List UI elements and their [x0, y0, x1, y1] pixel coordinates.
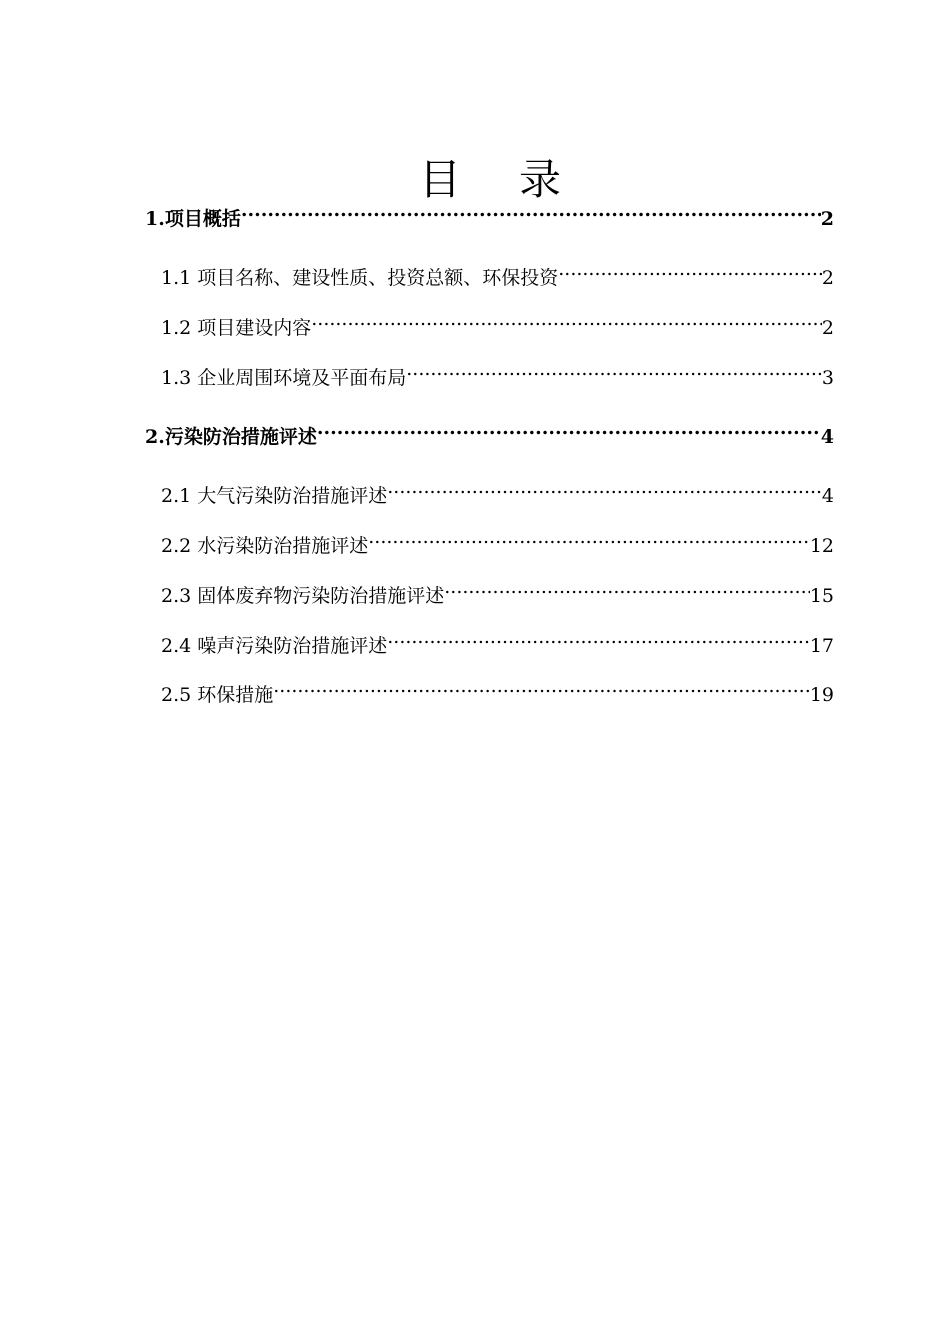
toc-entry-number: 2.5: [161, 684, 192, 706]
toc-dot-leader: [387, 472, 822, 502]
toc-entry-label: 水污染防治措施评述: [197, 535, 369, 557]
toc-entry-page: 2: [821, 267, 834, 289]
toc-entry-2-3[interactable]: [161, 572, 834, 607]
toc-entry-label: 项目概括: [164, 208, 241, 230]
toc-entry-1[interactable]: [145, 195, 834, 230]
toc-entry-number: 2.: [145, 426, 165, 448]
toc-entry-number: 1.1: [161, 267, 192, 289]
toc-title-char-1: 目: [418, 155, 461, 205]
toc-entry-1-2[interactable]: [161, 304, 834, 339]
toc-entry-label: 项目名称、建设性质、投资总额、环保投资: [197, 267, 559, 289]
toc-dot-leader: [273, 671, 810, 701]
toc-entry-label: 企业周围环境及平面布局: [197, 367, 407, 389]
toc-dot-leader: [387, 622, 810, 652]
toc-entry-number: 1.: [145, 208, 165, 230]
toc-dot-leader: [368, 522, 810, 552]
toc-entry-2[interactable]: [145, 413, 834, 448]
toc-entry-label: 污染防治措施评述: [164, 426, 317, 448]
toc-entry-label: 大气污染防治措施评述: [197, 485, 388, 507]
toc-entry-2-2[interactable]: [161, 522, 834, 557]
toc-entry-label: 噪声污染防治措施评述: [197, 635, 388, 657]
toc-dot-leader: [241, 195, 821, 225]
toc-dot-leader: [558, 254, 822, 284]
toc-entry-1-3[interactable]: [161, 354, 834, 389]
toc-dot-leader: [317, 413, 821, 443]
toc-entry-number: 1.3: [161, 367, 192, 389]
toc-title-char-2: 录: [519, 155, 562, 205]
toc-entry-number: 2.1: [161, 485, 192, 507]
toc-entry-page: 4: [821, 485, 834, 507]
toc-dot-leader: [311, 304, 822, 334]
toc-entry-page: 4: [820, 426, 834, 448]
toc-entry-page: 2: [821, 317, 834, 339]
toc-entry-label: 固体废弃物污染防治措施评述: [197, 585, 445, 607]
toc-entry-number: 2.4: [161, 635, 192, 657]
toc-entry-label: 项目建设内容: [197, 317, 312, 339]
toc-entry-page: 12: [809, 535, 834, 557]
toc-entry-number: 2.3: [161, 585, 192, 607]
toc-entry-number: 2.2: [161, 535, 192, 557]
toc-entry-page: 3: [821, 367, 834, 389]
toc-entry-2-5[interactable]: [161, 671, 834, 706]
toc-entry-page: 17: [809, 635, 834, 657]
toc-entry-label: 环保措施: [197, 684, 274, 706]
toc-dot-leader: [444, 572, 810, 602]
toc-entry-1-1[interactable]: [161, 254, 834, 289]
toc-entry-page: 15: [809, 585, 834, 607]
toc-entry-2-1[interactable]: [161, 472, 834, 507]
toc-dot-leader: [406, 354, 822, 384]
toc-entry-number: 1.2: [161, 317, 192, 339]
toc-entry-page: 2: [820, 208, 834, 230]
toc-entry-2-4[interactable]: [161, 622, 834, 657]
toc-entry-page: 19: [809, 684, 834, 706]
